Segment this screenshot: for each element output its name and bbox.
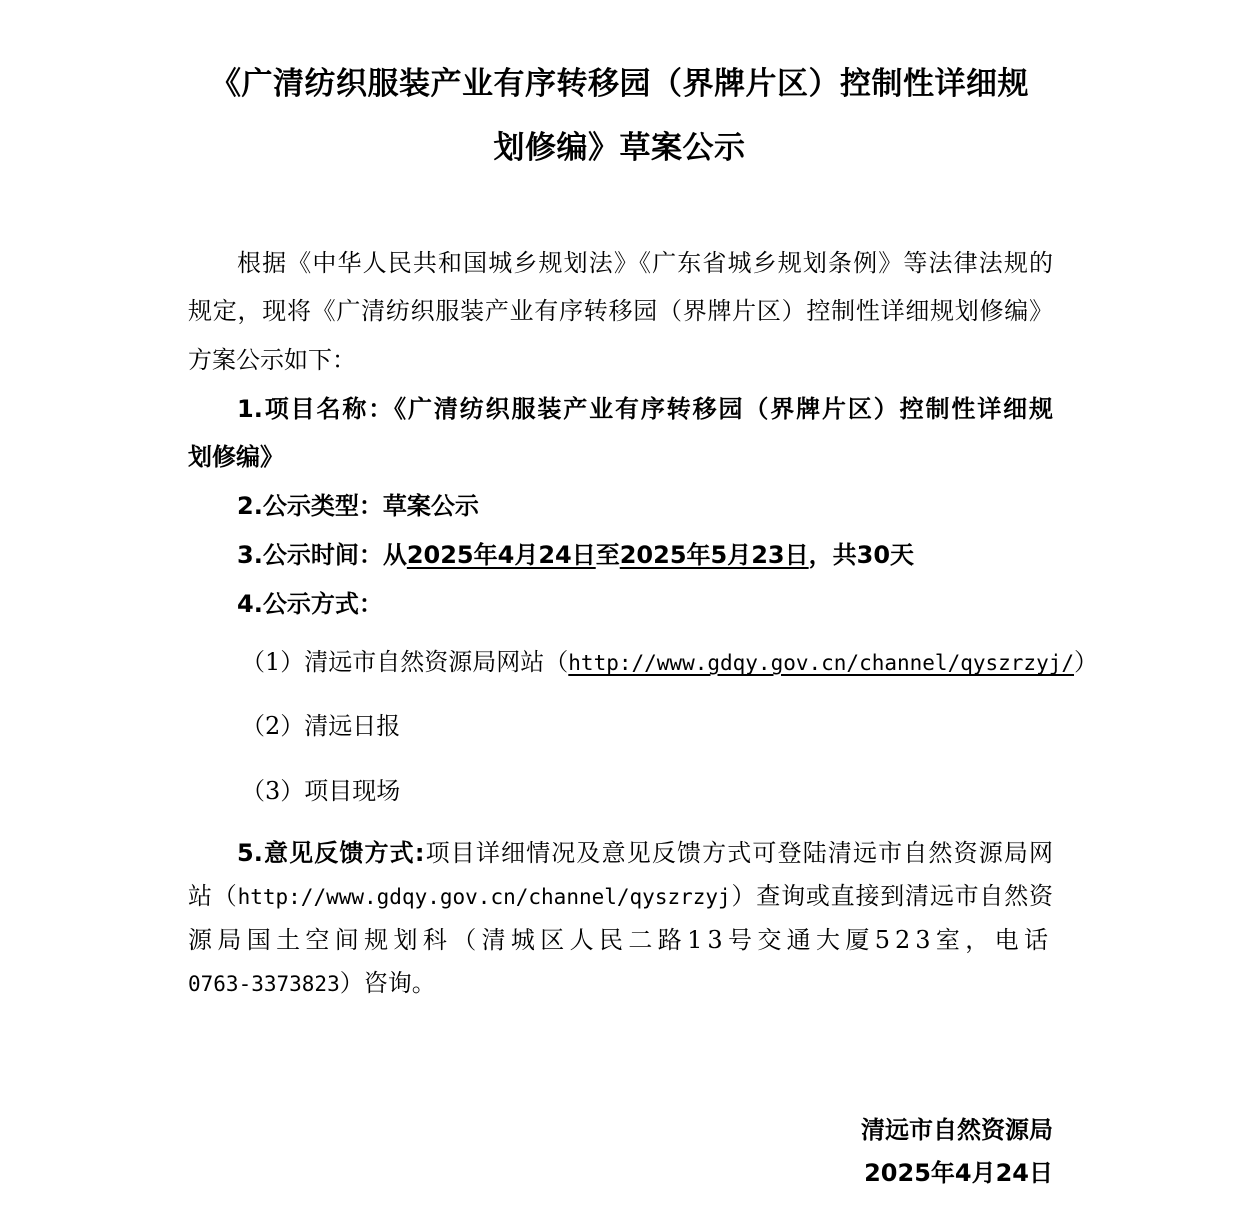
feedback-row-3: 源局国土空间规划科（清城区人民二路13号交通大厦523室，电话 [188, 926, 1053, 954]
website-link[interactable]: http://www.gdqy.gov.cn/channel/qyszrzyj/ [568, 651, 1075, 675]
announcement-end-date: 2025年5月23日 [619, 541, 809, 569]
intro-paragraph-line-3: 方案公示如下： [188, 346, 356, 374]
feedback-phone: 0763-3373823 [188, 972, 340, 996]
announcement-type-value: 草案公示 [382, 492, 479, 520]
feedback-row-2 [188, 881, 1053, 912]
feedback-text-2-suffix: ）查询或直接到清远市自然资 [730, 882, 1054, 910]
method-channel-site: （3）项目现场 [241, 777, 401, 805]
feedback-row-1 [237, 838, 1053, 868]
project-name-label: 1.项目名称： [237, 395, 395, 423]
intro-paragraph-line-1: 根据《中华人民共和国城乡规划法》《广东省城乡规划条例》等法律法规的 [237, 249, 1053, 277]
feedback-row-4 [188, 968, 1053, 999]
method-channel-website-label: （1）清远市自然资源局网站（ [241, 648, 569, 676]
announcement-time-to: 至 [595, 541, 620, 569]
announcement-type-label: 2.公示类型： [237, 492, 383, 520]
intro-paragraph-line-2: 规定，现将《广清纺织服装产业有序转移园（界牌片区）控制性详细规划修编》 [188, 297, 1053, 325]
method-channel-newspaper: （2）清远日报 [241, 712, 401, 740]
feedback-text-4-suffix: ）咨询。 [339, 969, 436, 997]
document-title-line-2: 划修编》草案公示 [493, 130, 746, 166]
method-channel-website [241, 647, 1106, 678]
feedback-website-url[interactable]: http://www.gdqy.gov.cn/channel/qyszrzyj [237, 885, 731, 909]
announcement-duration: ，共30天 [808, 541, 915, 569]
project-name-value: 《广清纺织服装产业有序转移园（界牌片区）控制性详细规 [394, 395, 1053, 423]
method-channel-website-close: ） [1074, 648, 1099, 676]
feedback-text-2-prefix: 站（ [188, 882, 238, 910]
project-name-row [237, 394, 1053, 424]
announcement-start-date: 2025年4月24日 [406, 541, 596, 569]
announcement-time-from: 从 [382, 541, 407, 569]
feedback-label: 5.意见反馈方式: [237, 839, 425, 867]
signature-date: 2025年4月24日 [864, 1159, 1053, 1187]
project-name-value-continued: 划修编》 [188, 443, 284, 471]
announcement-time-row [237, 540, 1102, 570]
feedback-text-1: 项目详细情况及意见反馈方式可登陆清远市自然资源局网 [424, 839, 1053, 867]
announcement-time-label: 3.公示时间： [237, 541, 383, 569]
announcement-method-label: 4.公示方式： [237, 590, 383, 618]
document-title-line-1: 《广清纺织服装产业有序转移园（界牌片区）控制性详细规 [210, 66, 1029, 102]
signature-organization: 清远市自然资源局 [861, 1116, 1053, 1144]
announcement-type-row [237, 491, 1102, 521]
